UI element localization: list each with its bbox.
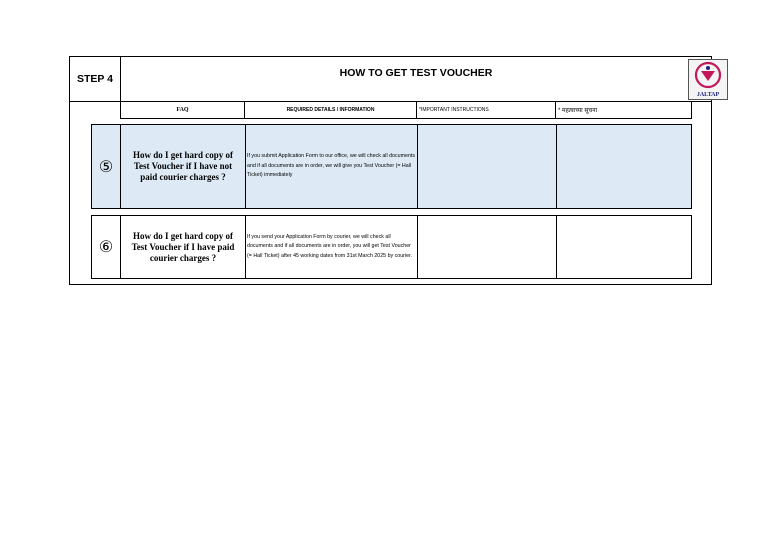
- marathi-instructions: [557, 216, 691, 278]
- faq-question: How do I get hard copy of Test Voucher if I have not paid courier charges ?: [121, 125, 246, 208]
- required-details: If you send your Application Form by courier, we will check all documents and if all documents are in order, you will get Test Voucher (= Hall Ticket) after 45 working dates from 31st March 2025 by courier.: [246, 216, 418, 278]
- important-instructions: [418, 216, 557, 278]
- column-header-important: *IMPORTANT INSTRUCTIONS: [417, 102, 556, 118]
- required-details: If you submit Application Form to our office, we will check all documents and if all documents are in order, we will give you Test Voucher (= Hall Ticket) immediately: [246, 125, 418, 208]
- important-instructions: [418, 125, 557, 208]
- column-header-marathi: * महत्वाच्या सूचना: [558, 108, 598, 114]
- logo-text: JALTAP: [696, 92, 720, 98]
- page-title: HOW TO GET TEST VOUCHER: [339, 67, 493, 79]
- row-number: ⑤: [92, 125, 121, 208]
- faq-row: [91, 215, 692, 279]
- logo-emblem-icon: [689, 60, 727, 90]
- marathi-instructions: [557, 125, 691, 208]
- row-number: ⑥: [92, 216, 121, 278]
- column-header-faq: FAQ: [121, 102, 245, 118]
- step-label: STEP 4: [70, 57, 121, 102]
- faq-row: [91, 124, 692, 209]
- faq-question: How do I get hard copy of Test Voucher if I have paid courier charges ?: [121, 216, 246, 278]
- column-header-row: [120, 101, 692, 119]
- jaltap-logo: [688, 59, 728, 100]
- column-header-required: REQUIRED DETAILS / INFORMATION: [245, 102, 417, 118]
- title-cell: [121, 57, 720, 102]
